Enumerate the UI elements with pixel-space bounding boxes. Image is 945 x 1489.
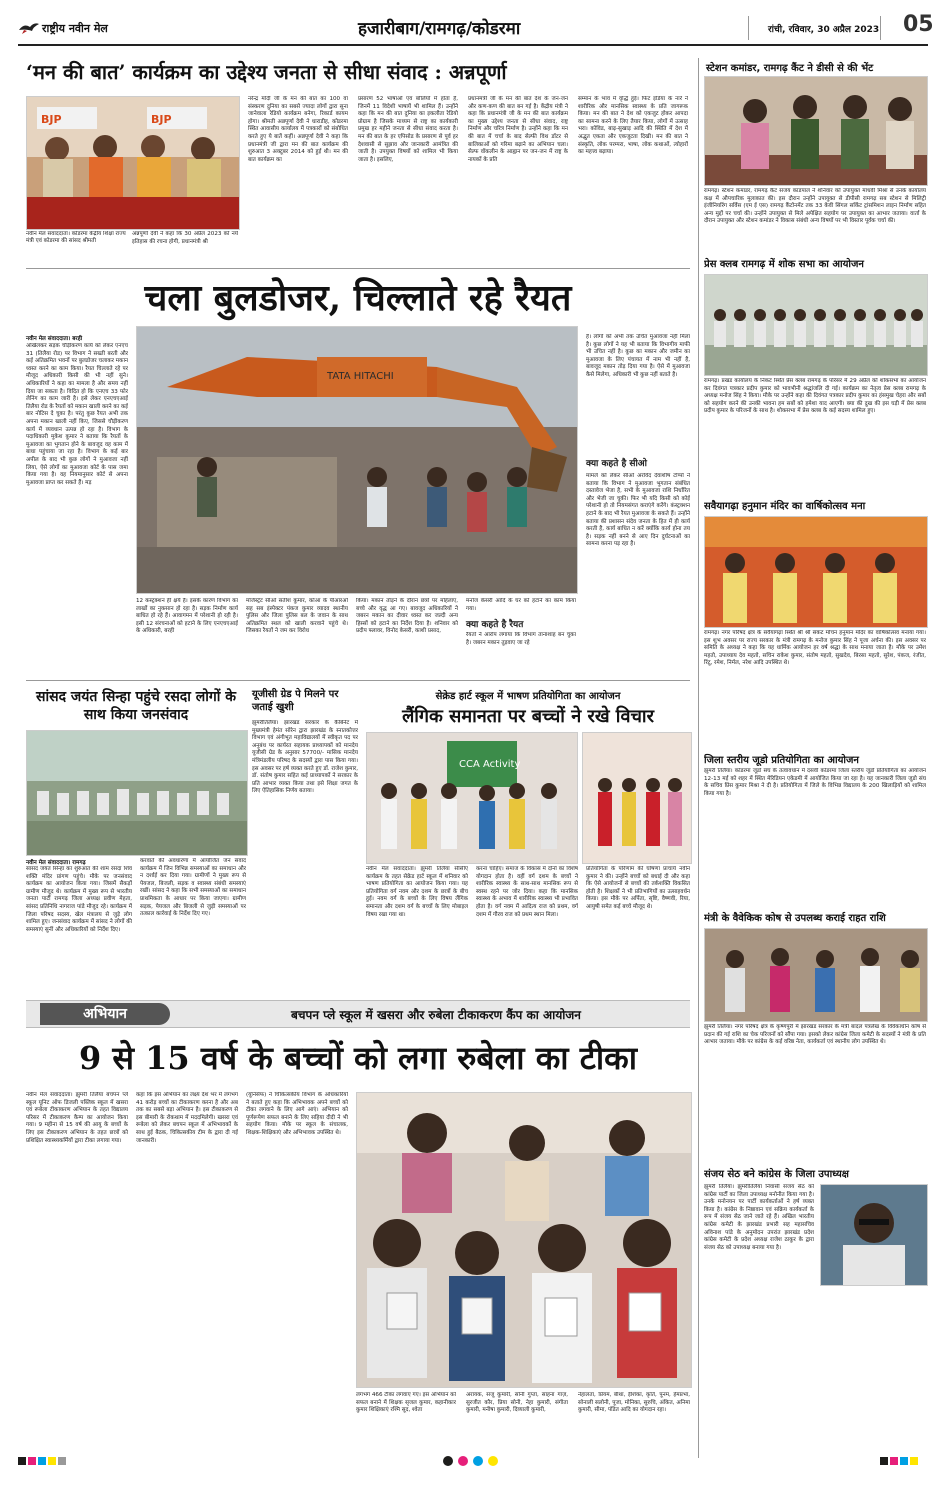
story6-photo-caption: लगभग 466 टीका लगवाए गए। इस अभियान को सफल बनाने में शिक्षक सृजल कुमार, कहानीकार कुमार शिक्षिकाएं रश्मि सूद, श्वेता — [356, 1392, 456, 1432]
side-s2-text: रामगढ़। प्रखंड कार्यालय के निकट स्थित प्रेस क्लब रामगढ़ के परिसर में 29 अप्रैल को शोकसभा का आयोजन कर दिवंगत पत्रकार प्रदीप कुमार को भावभीनी श्रद्धांजलि दी गई। कार्यक्रम का नेतृत्व प्रेस क्लब रामगढ़ के अध्यक्ष मनोज सिंह ने किया। मौके पर उन्होंने कहा की दिवंगत पत्रकार प्रदीप कुमार का हंसमुख चेहरा और सबों को सहयोग करने की उनकी भावना हम सबों को हमेशा याद आएगी। क्या की दुख की इस घड़ी में प्रेस क्लब प्रदीप कुमार के परिजनों के साथ है। शोकसभा में प्रेस क्लब के कई सदस्य शामिल हुए। — [704, 378, 926, 498]
page-number: 05 — [903, 12, 934, 37]
registration-strip — [18, 1452, 928, 1464]
story5-headline: लैंगिक समानता पर बच्चों ने रखे विचार — [402, 706, 654, 727]
story4-headline: यूजीसी ग्रेड पे मिलने पर जताई खुशी — [252, 689, 339, 713]
story1-col2: नरेन्द्र मोदी जी के मन की बात का 100 वां संस्करण दुनिया का सबसे ज्यादा लोगों द्वारा सुना जानेवाला रेडियो कार्यक्रम बनेगा, रिकार्ड कायम होगा। श्रीमती अन्नपूर्णा देवी ने धाराडीह, कोडरमा स्थित आवासीय कार्यालय में पत्रकारों को संबोधित करते हुए ये बातें कहीं। अन्नपूर्णा देवी ने कहा कि प्रधानमंत्री जी द्वारा मन की बात कार्यक्रम की शुरुआत 3 अक्टूबर 2014 को हुई थी। मन की बात कार्यक्रम का — [248, 96, 348, 262]
story3-col1: सांसद जयंत सिन्हा का शुरुआत की शाम रसदा शिव शक्ति मंदिर प्रांगण पहुंचे। मौके पर जनसंवाद कार्यक्रम का आयोजन किया गया। जिसमें सैकड़ों ग्रामीण मौजूद थे। कार्यक्रम में मुख्य रूप से भारतीय जनता पार्टी रामगढ़ जिला अध्यक्ष प्रवीण मेहता, सांसद प्रतिनिधि नागराज पांडे मौजूद रहे। कार्यक्रम में जिला परिषद सदस्य, खेल मंत्रालय से जुड़े लोग शामिल हुए। जनसंवाद कार्यक्रम में सांसद ने लोगों की समस्याएं सुनीं और अधिकारियों को निर्देश दिए। — [26, 866, 132, 992]
side-s2-headline: प्रेस क्लब रामगढ़ में शोक सभा का आयोजन — [704, 259, 864, 270]
side-s1-headline: स्टेशन कमांडर, रामगढ़ कैंट ने डीसी से की भेंट — [704, 58, 930, 76]
masthead-rule — [18, 44, 928, 46]
masthead — [18, 12, 934, 44]
story2-col-d: मनोज केसरी आदि के घर को हटाने का काम किया गया। — [466, 598, 576, 612]
story6-col2: कहा कि इस अभियान का लक्ष्य देश भर में लगभग 41 करोड़ बच्चों का टीकाकरण करना है और अब तक का सबसे बड़ा अभियान है। इस टीकाकरण से इस बीमारी के रोकथाम में मददमिलेगी। खसरा एवं रूबेला को लेकर बचपन स्कूल में अभिभावकों के साथ हुई बैठक, चिकित्सकीय टीम के द्वारा दी गई जानकारी। — [136, 1092, 238, 1432]
story1-col5: सम्मान के भाव में वृद्धि हुई। फिट इंडिया के नारे ने शारीरिक और मानसिक स्वास्थ्य के प्रति जागरूक किया। मन की बात ने देश को एकजुट होकर आपदा का सामना करने के लिए तैयार किया, लोगों में उत्साह भरा। कोविड, बाढ़-सुखाड़ आदि की स्थिति में देश में अद्भुत एकता और एकजुटता दिखी। मन की बात ने संस्कृति, लोक परम्परा, भाषा, लोक कथाओं, त्योहारों का महत्त्व बढ़ाया। — [578, 96, 688, 262]
story2-col-d2: रैयतों ने आरोप लगाया कि विभाग तानाशाह बन चुका है। जबरन मकान तुड़वाए जा रहे — [466, 632, 576, 672]
story3-col2: करवाते की अवधारणा में आयोजित जन संवाद कार्यक्रम में जिन विभिन्न समस्याओं का समाधान और न दर्शाई कर दिया गया। ग्रामीणों ने मुख्य रूप से पेयजल, बिजली, सड़क व स्वास्थ्य संबंधी समस्याएं रखीं। सांसद ने कहा कि सभी समस्याओं का समाधान प्राथमिकता के आधार पर किया जाएगा। ग्रामीण सड़क, पेयजल और बिजली से जुड़ी समस्याओं पर तत्काल कार्रवाई के निर्देश दिए गए। — [140, 858, 246, 992]
masthead-divider — [748, 16, 749, 40]
abhiyan-tag: अभियान — [40, 1003, 170, 1025]
story6-col5: अरायक, संजू कुमारी, सोनी गुप्ता, साहना गाज़, सुरजीत कौर, प्रिया सोनी, नेहा कुमारी, संगीता कुमारी, मनीषा कुमारी, दिव्याली कुमारी, — [466, 1392, 568, 1432]
section-rule — [26, 680, 690, 681]
svg-text:BJP: BJP — [151, 113, 172, 126]
abhiyan-banner — [26, 1000, 690, 1028]
story6-headline: 9 से 15 वर्ष के बच्चों को लगा रुबेला का टीका — [78, 1039, 638, 1077]
story5-kicker: सेक्रेड हार्ट स्कूल में भाषण प्रतियोगिता का आयोजन — [435, 691, 621, 702]
story2-col-r1: है। लोगों को अभी तक उचित मुआवजा नहीं मिला है। कुछ लोगों ने यह भी बताया कि विभागीय माफी भी उचित नहीं है। कुछ का मकान और जमीन का मुआवजा के लिए पंचायत में नाम भी नहीं है, बावजूद मकान तोड़ दिया गया है। ऐसे में मुआवजा कैसे मिलेगा, अधिकारी भी कुछ नहीं बताते है। — [586, 334, 690, 452]
story3-photo — [26, 730, 248, 856]
story2-right-col — [586, 334, 690, 674]
story2-col-c: किया। मकान तोड़ने के दौरान छत्रों पर महिलाएं, बच्चे और वृद्ध आ गए। बावजूद अधिकारियों ने जबरन मकान का दीवार ध्वस्त कर जल्दी अन्य हिस्सों को हटाने का निर्देश दिया है। शनिवार को प्रदीप फ्लावर, विनोद केसरी, काशी प्रसाद, — [356, 598, 458, 674]
svg-text:TATA HITACHI: TATA HITACHI — [327, 371, 394, 382]
column-divider — [698, 58, 699, 1458]
story2-byline: नवीन मेल संवाददाता। बरही — [26, 336, 83, 342]
story2-col-b: मजिस्ट्रेट सीओ सतीश कुमार, कोआ के पीआरओ सह सब इंस्पेक्टर पंकज कुमार व्यादव स्थानीय पुलिस और जिला पुलिस बल के जवान के साथ अतिक्रमित स्थल को खाली करवाने पहुंचे थे। जिसका रैयतों ने जम कर विरोध — [246, 598, 348, 674]
newspaper-logo — [18, 16, 108, 40]
story6-col3: (यूनिसेफ) ने चिकित्सकीय विभाग के अधिकारियों ने बताते हुए कहा कि अभिभावक अपने बच्चों को टीका लगवाने के लिए आगे आएं। अभियान को पूर्णरूपेण सफल बनाने के लिए सहिया दीदी ने भी सहयोग किया। मौके पर स्कूल के संचालक, शिक्षक-शिक्षिकाएं और अभिभावक उपस्थित थे। — [246, 1092, 348, 1432]
story2-col-d-wrap — [466, 598, 576, 674]
story2-headline: चला बुलडोजर, चिल्लाते रहे रैयत — [144, 277, 572, 319]
story5-col2: करना चाहिए। समाज के विकास में दोनों का विशेष योगदान होता है। वहीं वर्ग दशम के बच्चों ने शारीरिक स्वास्थ्य के साथ-साथ मानसिक रूप से स्वस्थ रहने पर जोर दिया। कहा कि मानसिक स्वास्थ्य के अभाव में शारीरिक स्वास्थ्य भी प्रभावित होता है। वर्ग नवम में आदित्य राज को प्रथम, वर्ग दशम में गौरव राज को प्रथम स्थान मिला। — [476, 866, 578, 992]
story1-caption: नवीन मेल संवाददाता। कोडरमा केंद्रीय शिक्षा राज्य मंत्री एवं कोडरमा की सांसद श्रीमती — [26, 231, 126, 245]
story4-text: झुमरीतिलैया। झारखंड सरकार के कैबिनेट में मुख्यमंत्री हेमंत सोरेन द्वारा झारखंड के स्नातकोत्तर विभाग एवं अंगीभूत महाविद्यालयों में स्वीकृत पद पर अनुबंध पर कार्यरत सहायक प्राध्यापकों को मानदेय यूजीसी ग्रेड के अनुसार 57700/- मासिक मानदेय मंत्रिमंडलीय परिषद के सदस्यों द्वारा पास किया गया। इस अवसर पर हर्ष व्यक्त करते हुए डॉ. राजेश कुमार, डॉ. संतोष कुमार सहित कई प्राध्यापकों ने सरकार के प्रति आभार व्यक्त किया तथा इसे शिक्षा जगत के लिए ऐतिहासिक निर्णय बताया। — [252, 720, 358, 992]
story5-photo-board: CCA Activity — [459, 759, 521, 770]
story5-col1: नवीन मेल संवाददाता। झुमरी तिलैया सीसीए कार्यक्रम के तहत सेक्रेड हार्ट स्कूल में शनिवार को भाषण प्रतियोगिता का आयोजन किया गया। यह प्रतियोगिता वर्ग नवम और दशम के छात्रों के बीच हुई। नवम वर्ग के बच्चों के लिए विषय लैंगिक समानता और दशम वर्ग के बच्चों के लिए मोबाइल विषय रखा गया था। — [366, 866, 468, 992]
bird-logo-icon — [18, 21, 40, 35]
side-s2-photo — [704, 274, 928, 376]
story2-col-r2: मामले को लेकर सीओ अरविंद देवाशीष टोप्पो ने बताया कि विभाग ने मुआवजा भुगतान संबंधित दस्तावेज भेजा है, सभी के मुआवजा राशि निर्धारित और भेजी जा चुकी। फिर भी यदि किसी को कोई परेशानी हो तो नियमसंगत कराएंगे करेंगे। कंस्ट्रक्शन हटाने के बाद भी रैयत मुआवजा के सकते हैं। उन्होंने बताया की प्रशासन संदेव जनता के हित में ही कार्य करती है, कार्य बाधित न करें क्योंकि कार्य होना तय है। सड़क नहीं बनने से आए दिन दुर्घटनाओं का सामना करना पड़ रहा है। — [586, 473, 690, 673]
section-rule — [26, 268, 690, 269]
story5-col3: प्रतियोगिता के परिणाम की घोषणा प्राचार्य नवीन कुमार ने की। उन्होंने बच्चों को बधाई दी और कहा कि ऐसे आयोजनों से बच्चों की तर्कशक्ति विकसित होती है। शिक्षकों ने भी प्रतिभागियों का उत्साहवर्धन किया। इस मौके पर अर्पिता, सृष्टि, वैष्णवी, रिया, आयुषी समेत कई बच्चे मौजूद थे। — [586, 866, 690, 992]
side-s6-headline: संजय सेठ बने कांग्रेस के जिला उपाध्यक्ष — [704, 1169, 849, 1180]
logo-text: राष्ट्रीय नवीन मेल — [42, 21, 108, 35]
story1-col4: प्रधानमंत्री जी के मन की बात देश के जन-जन और कण-कण की बात बन गई है। केंद्रीय मंत्री ने कहा कि प्रधानमंत्री जी के मन की बात कार्यक्रम का मुख्य उद्देश्य जनता से सीधा संवाद, राष्ट्र निर्माण और चरित्र निर्माण है। उन्होंने कहा कि मन की बात में चर्चा के बाद सेल्फी विथ डॉटर से बालिकाओं को गरिमा बढ़ाने का अभियान चला। सेल्फ वॉकलीन के आह्वान पर जन-जन में राष्ट्र के नायकों के प्रति — [468, 96, 568, 262]
section-title: हजारीबाग/रामगढ़/कोडरमा — [358, 19, 521, 39]
side-s1-text: रामगढ़। स्टेशन कमांडर, रामगढ़ कैंट संजय कांडपाल ने शनिवार को उपायुक्त माधवी मिश्रा से उनके कार्यालय कक्ष में औपचारिक मुलाकात की। इस दौरान उन्होंने उपायुक्त से डीपीसी रामगढ़ सब स्टेशन से मिलिट्री इंजीनियरिंग सर्विस (एम ई एस) रामगढ़ कैंटोनमेंट तक 33 केवी सिंगल सर्किट ट्रांसमिशन लाइन निर्माण सहित अन्य मुद्दों पर चर्चा की। उन्होंने उपायुक्त से मिले अपेक्षित सहयोग पर उपायुक्त का आभार जताया। वार्ता के दौरान उपायुक्त और स्टेशन कमांडर ने विकास संबंधी अन्य विषयों पर भी विस्तार पूर्वक चर्चा की। — [704, 188, 926, 248]
story6-photo — [356, 1092, 692, 1388]
side-s6-text: झुमरी तिलैया। झुमरीतिलैया निवासी संजय सेठ को कांग्रेस पार्टी का जिला उपाध्यक्ष मनोनीत किया गया है। उनके मनोनयन पर पार्टी कार्यकर्ताओं ने हर्ष व्यक्त किया है। कांग्रेस के निष्ठावान एवं सक्रिय कार्यकर्ता के रूप में संजय सेठ जाने जाते रहे हैं। अखिल भारतीय कांग्रेस कमेटी के झारखंड प्रभारी सह महासचिव अविनाश पांडे के अनुमोदन उपरांत झारखंड प्रदेश कांग्रेस कमेटी के प्रदेश अध्यक्ष राजेश ठाकुर के द्वारा संजय सेठ को उपाध्यक्ष बनाया गया है। — [704, 1184, 814, 1434]
story2-sub-co: क्या कहते है सीओ — [586, 459, 647, 469]
story2-col-a: 12 कंस्ट्रक्शन ही क्षये हैं। इसके कारण विभाग का लाखों का नुकसान हो रहा है। सड़क निर्माण कार्य बाधित हो रहे हैं। आवागमन में परेशानी हो रही है। इसी 12 संरचनाओं को हटाने के लिए एनएचएआई के अधिकारी, बरही — [136, 598, 238, 674]
side-s3-photo — [704, 516, 928, 628]
story5-photo-2 — [582, 732, 692, 864]
story6-col1: नवीन मेल संवाददाता। झुमरी तिलैया बचपन प्ले स्कूल यूनिट ऑफ डिजली पब्लिक स्कूल में खसरा एवं रूबेला टीकाकरण अभियान के तहत विद्यालय परिसर में टीकाकरण कैम्प का आयोजन किया गया। 9 महीना से 15 वर्ष की आयु के बच्चों के लिए इस टीकाकरण अभियान के तहत छात्रों को प्रशिक्षित स्वास्थ्यकर्मियों द्वारा टीका लगाया गया। — [26, 1092, 128, 1432]
side-s4-text: झुमरी तिलैया। कोडरमा जूडो संघ के तत्वावधान में दसवीं कोडरमा जिला स्तरीय जूडो प्रतियोगिता का आयोजन 12-13 मई को शहर में स्थित मेरिडियन एकेडमी में आयोजित किया जा रहा है। यह जानकारी जिला जूडो संघ के सचिव प्रिंस कुमार मिश्रा ने दी है। प्रतियोगिता में जिले के विभिन्न विद्यालय के 200 खिलाड़ियों को शामिल किया गया है। — [704, 768, 926, 908]
side-s5-text: झुमरी तिलैया। नगर परिषद क्षेत्र के कृष्णपुरी में झारखंड सरकार के मंत्री बादल पत्रलेख के विवेकाधीन कोष से प्रदान की गई राशि का चेक परिजनों को सौंपा गया। इसको लेकर कांग्रेस जिला कमेटी के सदस्यों ने मंत्री के प्रति आभार जताया। मौके पर कांग्रेस के कई वरिष्ठ नेता, कार्यकर्ता एवं स्थानीय लोग उपस्थित थे। — [704, 1024, 926, 1164]
story3-caption: नवीन मेल संवाददाता। रामगढ़ — [26, 860, 86, 866]
side-s6-photo — [820, 1184, 928, 1286]
story2-sub-raiyat: क्या कहते है रैयत — [466, 620, 524, 630]
story1-col3: प्रसारण 52 भाषाओं एवं बोलियों में होता है, जिनमें 11 विदेशी भाषायें भी शामिल हैं। उन्होंने कहा कि मन की बात दुनिया का इकलौता रेडियो प्रोग्राम है जिसके माध्यम से राष्ट्र का कार्यकारी प्रमुख हर महीने जनता से सीधा संवाद करता है। मन की बात के हर एपिसोड के प्रसारण से पूर्व हर देशवासी से सुझाव और जानकारी आमंत्रित की जाती है। उपयुक्त विषयों को शामिल भी किया जाता है। इसलिए, — [358, 96, 458, 262]
story6-kicker: बचपन प्ले स्कूल में खसरा और रुबेला टीकाकरण कैंप का आयोजन — [291, 1008, 581, 1022]
side-s1-photo — [704, 76, 928, 186]
story1-headline: ‘मन की बात’ कार्यक्रम का उद्देश्य जनता से सीधा संवाद : अन्नपूर्णा — [26, 60, 507, 84]
masthead-divider — [880, 16, 881, 40]
story1-col1: अन्नपूर्णा देवी ने कहा कि 30 अप्रैल 2023 को नये इतिहास की रचना होगी, प्रधानमंत्री श्री — [132, 231, 238, 261]
side-s5-photo — [704, 928, 928, 1022]
story1-photo — [26, 96, 240, 230]
side-s5-headline: मंत्री के वैवेकिक कोष से उपलब्ध कराई राहत राशि — [704, 913, 886, 924]
story3-headline: सांसद जयंत सिन्हा पहुंचे रसदा लोगों के साथ किया जनसंवाद — [36, 689, 236, 723]
side-s4-headline: जिला स्तरीय जूडो प्रतियोगिता का आयोजन — [704, 755, 859, 766]
story2-col1: अखिलकर सड़क चौड़ीकरण कार्य को लेकर एनएच 31 (तिलैया रोड) पर विभाग ने सख्ती बरती और कई अतिक्रमित भवनों पर बुलडोजर चलाकर मकान ध्वस्त करने का काम किया। रैयत चिल्लाते रहे पर मौजूद अधिकारी किसी की भी नहीं सुने। अधिकारियों ने कहा का मामला है और समय नहीं दिया जा सकता है। विदित हो कि एनएच 33 फोर लेनिंग का काम जारी है। इसे लेकर एनएचएआई तिलैया रोड के रैयतों को मकान खाली करने का कई बार नोटिस दे चुका है। परंतु कुछ रैयत अभी तक अपना मकान खाली नहीं किए, जिससे चौड़ीकरण कार्य में व्यवधान उत्पन्न हो रहा है। विभाग के पदाधिकारी मुकेश कुमार ने बताया कि रैयतों के मुआवजा का भुगतान होने के बावजूद वह काम में बाधा पहुंचाया जा रहा है। विभाग के कई बार अपील के बाद भी कुछ लोगों ने मुआवजा नहीं लिया, ऐसे लोगों का मुआवजा कोर्ट के पास जमा किया गया है। वह नियमानुसार कोर्ट से अपना मुआवजा प्राप्त कर सकते हैं। मड़ — [26, 343, 128, 673]
side-s3-text: रामगढ़। नगर परिषद क्षेत्र के सवैयागढ़ा स्थित श्री श्री संकट मोचन हनुमान मंदिर का वार्षिकोत्सव मनाया गया। इस शुभ अवसर पर राज्य सरकार के मंत्री रामगढ़ के मनोज कुमार सिंह ने पूजा अर्चना की। इस अवसर पर समिति के अध्यक्ष ने कहा कि यह धार्मिक आयोजन हर वर्ष श्रद्धा के साथ मनाया जाता है। मौके पर उमेश महतो, उपाध्याय देव महतो, सचिन राकेश कुमार, संतोष महतो, सुखदेव, बिरसा महतो, सुरेश, पंकज, रंजीत, रिंटू, रमेश, निर्मल, नरेश आदि उपस्थित थे। — [704, 630, 926, 748]
story5-photo — [366, 732, 578, 864]
story6-col6: नेहालता, प्रियम, बीथा, ईशिका, कृति, पूनम, हेमप्रभा, सोनाली सलोनी, पूजा, मोनिका, सुरुचि, अंकित, अनिमा कुमारी, सीमा, पंडित आदि का योगदान रहा। — [578, 1392, 690, 1432]
place-date: रांची, रविवार, 30 अप्रैल 2023 — [768, 25, 880, 35]
side-s3-headline: सवैयागढ़ा हनुमान मंदिर का वार्षिकोत्सव मना — [704, 501, 866, 512]
story2-photo — [136, 326, 578, 594]
svg-text:BJP: BJP — [41, 113, 62, 126]
